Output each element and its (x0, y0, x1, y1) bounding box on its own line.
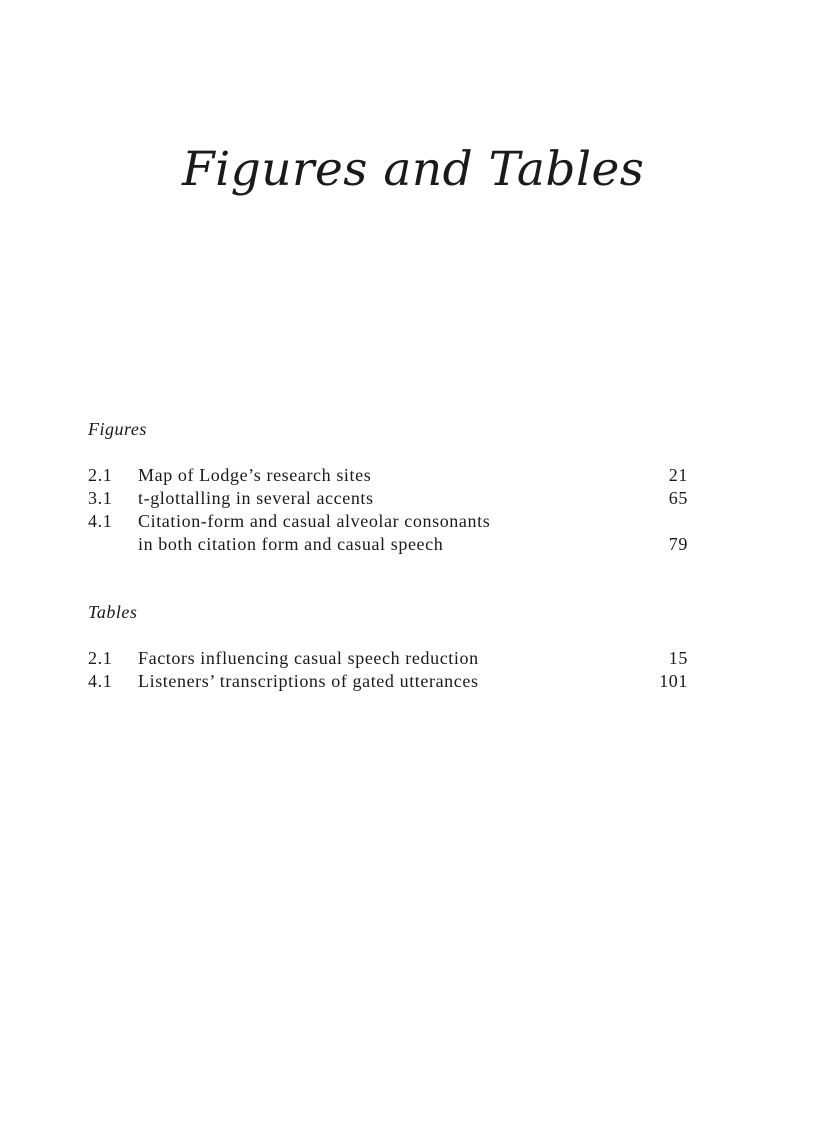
figure-number: 3.1 (88, 488, 113, 508)
figure-page-number: 79 (668, 534, 688, 554)
figures-section (88, 418, 688, 556)
table-page-number: 101 (659, 671, 688, 691)
figure-entry (88, 464, 688, 487)
figure-title (138, 487, 628, 510)
table-title (138, 647, 628, 670)
figure-title (138, 464, 628, 487)
tables-list (88, 647, 688, 693)
figure-page-number: 21 (668, 465, 688, 485)
figure-title-line: in both citation form and casual speech (138, 534, 444, 554)
figure-title-line: Citation-form and casual alveolar consonants (138, 511, 491, 531)
table-title-line: Factors influencing casual speech reduction (138, 648, 479, 668)
figure-page-number: 65 (668, 488, 688, 508)
table-number: 4.1 (88, 671, 113, 691)
figure-number: 4.1 (88, 511, 113, 531)
table-page-number: 15 (668, 648, 688, 668)
figure-entry (88, 510, 688, 556)
figure-title (138, 510, 628, 556)
figure-number: 2.1 (88, 465, 113, 485)
tables-section (88, 601, 688, 693)
table-entry (88, 670, 688, 693)
figure-title-line: t-glottalling in several accents (138, 488, 374, 508)
page-title: Figures and Tables (182, 142, 645, 197)
table-title (138, 670, 628, 693)
figures-list (88, 464, 688, 556)
table-entry (88, 647, 688, 670)
figures-heading: Figures (88, 419, 147, 439)
figure-title-line: Map of Lodge’s research sites (138, 465, 372, 485)
table-number: 2.1 (88, 648, 113, 668)
tables-heading: Tables (88, 602, 138, 622)
figure-entry (88, 487, 688, 510)
table-title-line: Listeners’ transcriptions of gated utterances (138, 671, 479, 691)
